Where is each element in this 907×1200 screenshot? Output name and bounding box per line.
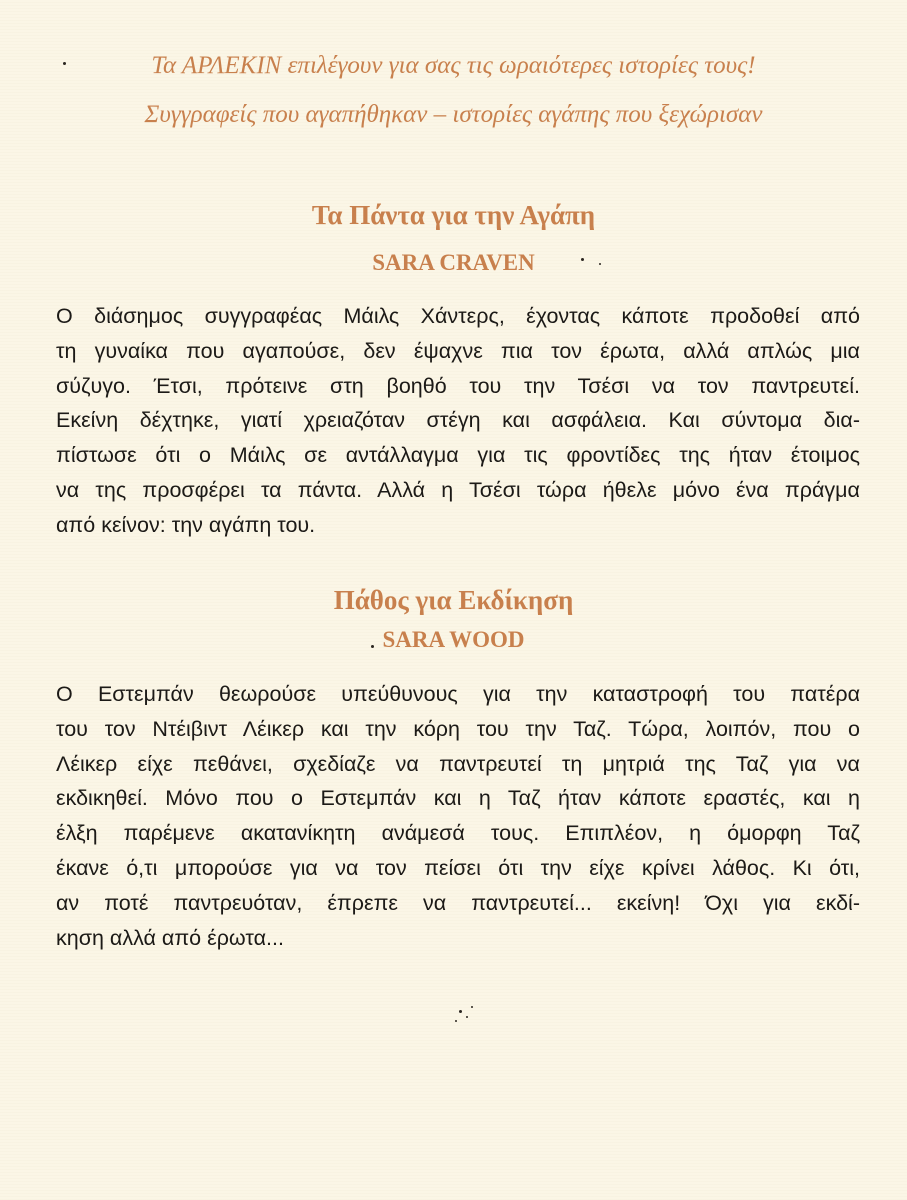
book-author-2: SARA WOOD <box>382 627 525 652</box>
tagline-primary: Τα ΑΡΛΕΚΙΝ επιλέγουν για σας τις ωραιότερες ιστορίες τους! <box>151 52 756 79</box>
synopsis-line: σύζυγο. Έτσι, πρότεινε στη βοηθό του την Τσέσι να τον παντρευτεί. <box>56 373 860 398</box>
synopsis-line: να της προσφέρει τα πάντα. Αλλά η Τσέσι τώρα ήθελε μόνο ένα πράγμα <box>56 477 860 502</box>
scan-speck <box>63 62 66 65</box>
scan-speck <box>471 1006 473 1008</box>
synopsis-line: έκανε ό,τι μπορούσε για να τον πείσει ότι την είχε κρίνει λάθος. Κι ότι, <box>56 855 860 880</box>
synopsis-line: εκδικηθεί. Μόνο που ο Εστεμπάν και η Ταζ ήταν κάποτε εραστές, και η <box>56 786 860 811</box>
book-title-1: Τα Πάντα για την Αγάπη <box>311 200 596 230</box>
synopsis-line: πίστωσε ότι ο Μάιλς σε αντάλλαγμα για τις φροντίδες της ήταν έτοιμος <box>56 443 860 468</box>
scan-speck <box>599 263 601 265</box>
synopsis-line: Ο Εστεμπάν θεωρούσε υπεύθυνους για την καταστροφή του πατέρα <box>56 682 860 706</box>
book-synopsis-1 <box>56 299 860 543</box>
synopsis-line: από κείνον: την αγάπη του. <box>56 512 316 537</box>
book-title-2: Πάθος για Εκδίκηση <box>333 585 574 615</box>
synopsis-line: αν ποτέ παντρευόταν, έπρεπε να παντρευτεί... εκείνη! Όχι για εκδί- <box>56 890 860 915</box>
synopsis-line: Λέικερ είχε πεθάνει, σχεδίαζε να παντρευτεί τη μητριά της Ταζ για να <box>56 751 860 776</box>
scan-speck <box>581 258 584 261</box>
book-author-1: SARA CRAVEN <box>372 250 535 275</box>
synopsis-line: έλξη παρέμενε ακατανίκητη ανάμεσά τους. Επιπλέον, η όμορφη Ταζ <box>56 821 860 846</box>
synopsis-line: Ο διάσημος συγγραφέας Μάιλς Χάντερς, έχοντας κάποτε προδοθεί από <box>56 304 860 328</box>
scan-speck <box>371 645 374 648</box>
synopsis-line: κηση αλλά από έρωτα... <box>56 925 284 950</box>
synopsis-line: Εκείνη δέχτηκε, γιατί χρειαζόταν στέγη και ασφάλεια. Και σύντομα δια- <box>56 408 860 433</box>
scan-speck <box>466 1016 468 1018</box>
scan-speck <box>459 1010 462 1013</box>
book-synopsis-2 <box>56 677 860 955</box>
synopsis-line: του τον Ντέιβιντ Λέικερ και την κόρη του την Ταζ. Τώρα, λοιπόν, που ο <box>56 716 860 741</box>
tagline-secondary: Συγγραφείς που αγαπήθηκαν – ιστορίες αγάπης που ξεχώρισαν <box>144 101 763 128</box>
synopsis-line: τη γυναίκα που αγαπούσε, δεν έψαχνε πια τον έρωτα, αλλά απλώς μια <box>56 338 860 363</box>
scan-speck <box>455 1020 457 1022</box>
